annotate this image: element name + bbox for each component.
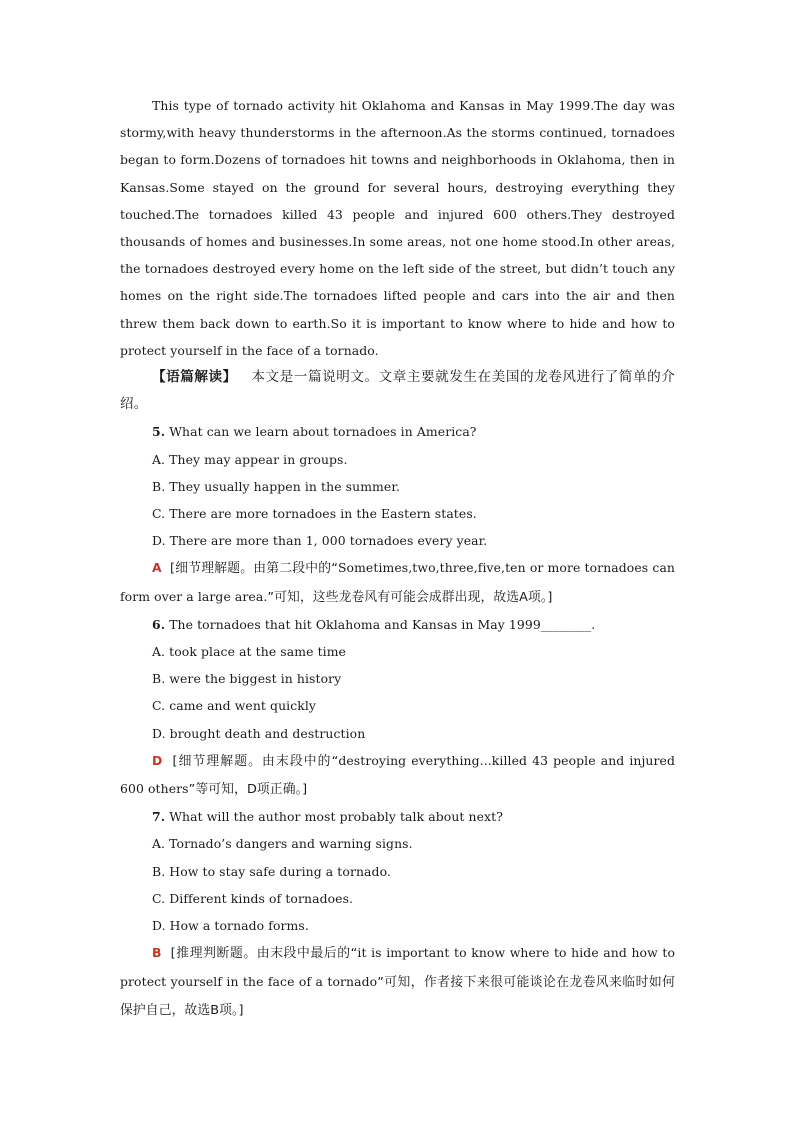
guide-text: 本文是一篇说明文。文章主要就发生在美国的龙卷风进行了简单的介绍。 <box>120 369 675 413</box>
explanation-post: ”等可知，D项正确。] <box>188 782 308 798</box>
question-number: 5. <box>152 424 166 440</box>
option-c: C. There are more tornadoes in the Eastern states. <box>152 506 477 522</box>
option-a: A. took place at the same time <box>152 644 346 660</box>
question-stem <box>120 611 675 638</box>
question-6 <box>120 611 675 803</box>
option-c: C. Different kinds of tornadoes. <box>152 890 354 906</box>
answer-explanation <box>120 747 675 803</box>
explanation-post: ”可知，这些龙卷风有可能会成群出现，故选A项。] <box>267 589 553 605</box>
option-d: D. How a tornado forms. <box>152 918 309 934</box>
explanation-quote: it is important to know where to hide and how to protect yourself in the face of a tornado <box>120 945 676 989</box>
option-d: D. brought death and destruction <box>152 725 366 741</box>
question-7 <box>120 803 675 1024</box>
passage-guide <box>120 364 675 418</box>
answer-letter: D <box>152 752 163 768</box>
option-a: A. They may appear in groups. <box>152 451 348 467</box>
explanation-quote: destroying everything...killed 43 people and injured 600 others <box>120 752 676 797</box>
guide-tag: 【语篇解读】 <box>152 369 237 386</box>
option-c: C. came and went quickly <box>152 698 317 714</box>
answer-explanation <box>120 939 675 1024</box>
answer-letter: A <box>152 560 162 576</box>
question-5 <box>120 418 675 610</box>
explanation-pre: [细节理解题。由第二段中的“ <box>170 561 338 577</box>
answer-letter: B <box>152 945 162 961</box>
explanation-post: ”可知，作者接下来很可能谈论在龙卷风来临时如何保护自己，故选B项。] <box>120 974 675 1018</box>
answer-explanation <box>120 554 675 610</box>
question-text: What will the author most probably talk about next? <box>169 809 503 825</box>
question-text: What can we learn about tornadoes in America? <box>169 424 477 440</box>
question-number: 7. <box>152 809 166 825</box>
option-b: B. They usually happen in the summer. <box>152 478 401 494</box>
explanation-pre: [细节理解题。由末段中的“ <box>172 753 339 769</box>
option-b: B. How to stay safe during a tornado. <box>152 863 391 879</box>
question-stem <box>120 418 675 445</box>
explanation-quote: Sometimes,two,three,five,ten or more tornadoes can form over a large area. <box>120 560 676 604</box>
question-number: 6. <box>152 616 166 632</box>
explanation-pre: [推理判断题。由末段中最后的“ <box>170 946 358 962</box>
question-text: The tornadoes that hit Oklahoma and Kansas in May 1999________. <box>169 616 596 632</box>
option-a: A. Tornado’s dangers and warning signs. <box>152 836 413 852</box>
question-stem <box>120 803 675 830</box>
option-b: B. were the biggest in history <box>152 671 342 687</box>
document-page <box>120 92 675 1024</box>
option-d: D. There are more than 1, 000 tornadoes every year. <box>152 533 488 549</box>
passage-paragraph: This type of tornado activity hit Oklahoma and Kansas in May 1999.The day was stormy,with heavy thunderstorms in the afternoon.As the storms continued, tornadoes began to form.Dozens of tornadoes hit towns and neighborhoods in Oklahoma, then in Kansas.Some stayed on the ground for several hours, destroying everything they touched.The tornadoes killed 43 people and injured 600 others.They destroyed thousands of homes and businesses.In some areas, not one home stood.In other areas, the tornadoes destroyed every home on the left side of the street, but didn’t touch any homes on the right side.The tornadoes lifted people and cars into the air and then threw them back down to earth.So it is important to know where to hide and how to protect yourself in the face of a tornado. <box>120 98 675 358</box>
